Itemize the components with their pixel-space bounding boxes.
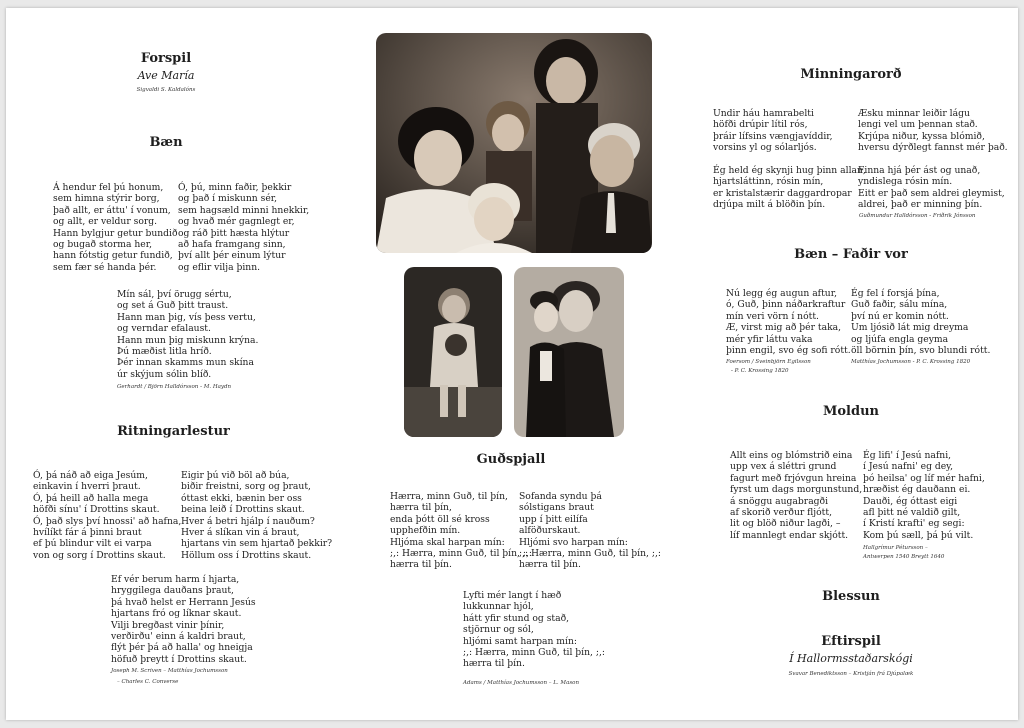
forspil-title: Forspil: [140, 51, 192, 66]
eftirspil-credit: Svavar Benediktsson – Kristján frá Djúpalæk: [788, 671, 914, 677]
ritning-title: Ritningarlestur: [117, 424, 230, 439]
program-sheet: [6, 8, 1018, 720]
moldun-credit-1: Hallgrímur Pétursson –: [863, 545, 928, 551]
minning-credit: Guðmundur Halldórsson - Friðrik Jónsson: [859, 213, 976, 219]
minning-verse-2: Æsku minnar leiðir lágu lengi vel um þennan stað. Krjúpa niður, kyssa blómið, hversu dýrðlegt fannst mér það. Finna hjá þér ást og unað, yndislega rósin mín. Eitt er það sem aldrei gleymist, aldrei, það er minning þín.: [858, 108, 1008, 211]
minning-title: Minningarorð: [800, 67, 902, 82]
moldun-verse-1: Allt eins og blómstrið eina upp vex á sléttri grund fagurt með frjóvgun hreina fyrst um dags morgunstund, á snöggu augabragði af skorið verður fljótt, lit og blöð niður lagði, – líf mannlegt endar skjótt.: [730, 450, 863, 541]
ritning-credit-1: Joseph M. Scriven – Matthías Jochumsson: [111, 668, 228, 674]
minning-verse-1: Undir háu hamrabelti höfði drúpir lítil rós, þráir lífsins vængjavíddir, vorsins yl og sólarljós. Ég held ég skynji hug þinn allan, hjartsláttinn, rósin mín, er kristalstærir daggardropar drjúpa milt á blöðin þín.: [713, 108, 866, 211]
fadirvor-credit-1: Foersom / Sveinbjörn Egilsson: [726, 359, 811, 365]
gudspjall-verse-2: Sofanda syndu þá sólstigans braut upp í þitt eilífa alföðurskaut. Hljómi svo harpan mín: ;,: Hærra, minn Guð, til þín, ;,: hærra til þín.: [519, 491, 661, 571]
ritning-credit-2: – Charles C. Converse: [117, 679, 179, 685]
moldun-verse-2: Ég lifi' í Jesú nafni, í Jesú nafni' eg dey, þó heilsa' og líf mér hafni, hræðist ég dauðann ei. Dauði, ég óttast eigi afl þitt né valdið gilt, í Kristí krafti' eg segi: Kom þú sæll, þá þú vilt.: [863, 450, 985, 541]
gudspjall-verse-3: Lyfti mér langt í hæð lukkunnar hjól, hátt yfir stund og stað, stjörnur og sól, hljómi samt harpan mín: ;,: Hærra, minn Guð, til þín, ;,: hærra til þín.: [463, 590, 605, 670]
baen-verse-1: Á hendur fel þú honum, sem himna stýrir borg, það allt, er áttu' í vonum, og allt, er veldur sorg. Hann bylgjur getur bundið og bugað storma her, hann fótstig getur fundið, sem fær sé handa þér.: [53, 182, 178, 273]
gudspjall-title: Guðspjall: [476, 452, 546, 467]
eftirspil-subtitle: Í Hallormsstaðarskógi: [789, 652, 913, 665]
baen-credit: Gerhardt / Björn Halldórsson - M. Haydn: [117, 384, 232, 390]
moldun-title: Moldun: [823, 404, 879, 419]
fadirvor-verse-1: Nú legg ég augun aftur, ó, Guð, þinn náðarkraftur mín veri vörn í nótt. Æ, virst mig að þér taka, mér yfir láttu vaka þinn engil, svo ég sofi rótt.: [726, 288, 851, 357]
fadirvor-title: Bæn – Faðir vor: [794, 247, 908, 262]
forspil-credit: Sigvaldi S. Kaldalóns: [136, 87, 196, 93]
gudspjall-verse-1: Hærra, minn Guð, til þín, hærra til þín, enda þótt öll sé kross upphefðin mín. Hljóma skal harpan mín: ;,: Hærra, minn Guð, til þín, ;,: hærra til þín.: [390, 491, 532, 571]
forspil-subtitle: Ave María: [137, 69, 195, 82]
eftirspil-title: Eftirspil: [821, 634, 881, 649]
ritning-verse-1: Ó, þá náð að eiga Jesúm, einkavin í hverri þraut. Ó, þá heill að halla mega höfði sínu' í Drottins skaut. Ó, það slys því hnossi' að hafna, hvílíkt fár á þinni braut ef þú blindur vilt ei varpa von og sorg í Drottins skaut.: [33, 470, 182, 561]
family-photo: [376, 33, 652, 253]
blessun-title: Blessun: [822, 589, 880, 604]
baen-title: Bæn: [149, 135, 183, 150]
moldun-credit-2: Antwerpen 1540 Breytt 1640: [863, 554, 945, 560]
mother-daughter-photo: [514, 267, 624, 437]
ritning-verse-2: Eigir þú við böl að búa, biðir freistni, sorg og þraut, óttast ekki, bænin ber oss beina leið í Drottins skaut. Hver á betri hjálp í nauðum? Hver á slíkan vin á braut, hjartans vin sem hjartað þekkir? Höllum oss í Drottins skaut.: [181, 470, 333, 561]
ritning-verse-3: Ef vér berum harm í hjarta, hryggilega dauðans þraut, þá hvað helst er Herrann Jesús hjartans fró og líknar skaut. Vilji bregðast vinir þínir, verðirðu' einn á kaldri braut, flýt þér þá að halla' og hneigja höfuð þreytt í Drottins skaut.: [111, 574, 256, 665]
fadirvor-credit-2: - P. C. Krossing 1820: [731, 368, 789, 374]
child-photo: [404, 267, 502, 437]
baen-verse-3: Mín sál, því örugg sértu, og set á Guð þitt traust. Hann man þig, vís þess vertu, og verndar efalaust. Hann mun þig miskunn krýna. Þú mæðist litla hríð. Þér innan skamms mun skína úr skýjum sólin blíð.: [117, 289, 259, 380]
fadirvor-credit-3: Matthías Jochumsson - P. C. Krossing 1820: [851, 359, 971, 365]
baen-verse-2: Ó, þú, minn faðir, þekkir og það í miskunn sér, sem hagsæld minni hnekkir, og hvað mér gagnlegt er, og ráð þitt hæsta hlýtur að hafa framgang sinn, því allt þér einum lýtur og eflir vilja þinn.: [178, 182, 310, 273]
gudspjall-credit: Adams / Matthías Jochumsson – L. Mason: [463, 680, 580, 686]
fadirvor-verse-2: Ég fel í forsjá þína, Guð faðir, sálu mína, því nú er komin nótt. Um ljósið lát mig dreyma og ljúfa engla geyma öll börnin þín, svo blundi rótt.: [851, 288, 991, 357]
